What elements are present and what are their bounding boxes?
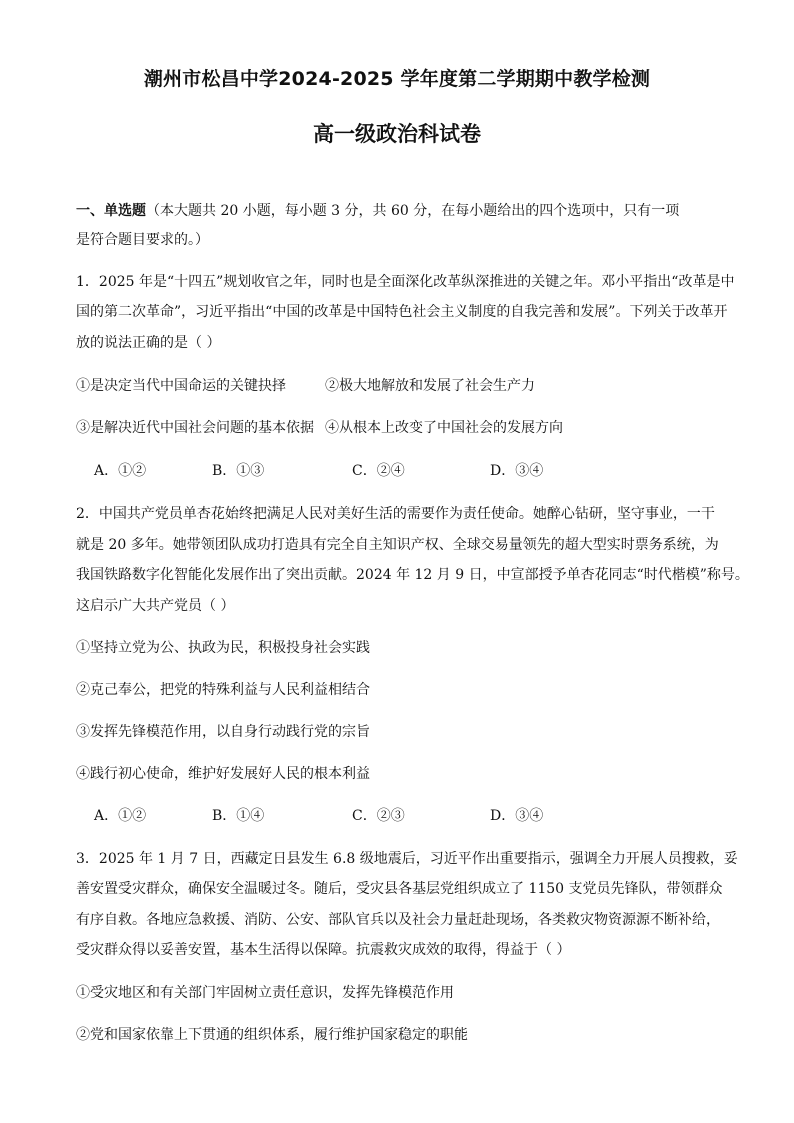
question-2-stem-line: 这启示广大共产党员（ ） [76, 598, 235, 614]
question-2-option-a[interactable]: A．①② [94, 808, 147, 824]
question-1-option-a[interactable]: A．①② [94, 463, 147, 479]
question-2-statement-3: ③发挥先锋模范作用，以自身行动践行党的宗旨 [76, 724, 370, 740]
question-3-statement-2: ②党和国家依靠上下贯通的组织体系，履行维护国家稳定的职能 [76, 1027, 468, 1043]
question-2-option-d[interactable]: D．③④ [490, 808, 544, 824]
question-1-stem-line: 国的第二次革命”，习近平指出“中国的改革是中国特色社会主义制度的自我完善和发展”。下列关于改革开 [76, 304, 728, 320]
question-3-stem-line: 受灾群众得以妥善安置，基本生活得以保障。抗震救灾成效的取得，得益于（ ） [76, 942, 571, 958]
question-3-stem-line: 有序自救。各地应急救援、消防、公安、部队官兵以及社会力量赶赴现场，各类救灾物资源源不断补给， [76, 912, 720, 928]
question-1-statement-4: ④从根本上改变了中国社会的发展方向 [325, 420, 563, 436]
question-3-stem-line: 善安置受灾群众，确保安全温暖过冬。随后，受灾县各基层党组织成立了 1150 支党员先锋队，带领群众 [76, 881, 723, 897]
question-1-statement-1: ①是决定当代中国命运的关键抉择 [76, 378, 286, 394]
exam-title: 潮州市松昌中学2024-2025 学年度第二学期期中教学检测 [143, 68, 651, 90]
section-description: （本大题共 20 小题，每小题 3 分，共 60 分，在每小题给出的四个选项中，只有一项 [146, 203, 680, 219]
question-2-statement-1: ①坚持立党为公、执政为民，积极投身社会实践 [76, 640, 370, 656]
question-3-statement-1: ①受灾地区和有关部门牢固树立责任意识，发挥先锋模范作用 [76, 985, 454, 1001]
question-1-option-c[interactable]: C．②④ [352, 463, 405, 479]
question-1-stem-line: 1．2025 年是“十四五”规划收官之年，同时也是全面深化改革纵深推进的关键之年。邓小平指出“改革是中 [76, 274, 735, 290]
question-2-stem-line: 就是 20 多年。她带领团队成功打造具有完全自主知识产权、全球交易量领先的超大型实时票务系统，为 [76, 537, 719, 553]
section-description-cont: 是符合题目要求的。） [76, 232, 209, 248]
question-2-statement-4: ④践行初心使命，维护好发展好人民的根本利益 [76, 766, 370, 782]
question-2-option-b[interactable]: B．①④ [212, 808, 265, 824]
question-1-option-d[interactable]: D．③④ [490, 463, 544, 479]
section-label: 一、单选题 [76, 203, 146, 219]
question-3-stem-line: 3．2025 年 1 月 7 日，西藏定日县发生 6.8 级地震后，习近平作出重要指示，强调全力开展人员搜救，妥 [76, 851, 738, 867]
question-1-stem-line: 放的说法正确的是（ ） [76, 335, 221, 351]
question-2-stem-line: 2．中国共产党员单杏花始终把满足人民对美好生活的需要作为责任使命。她醉心钻研，坚守事业，一干 [76, 506, 715, 522]
question-2-stem-line: 我国铁路数字化智能化发展作出了突出贡献。2024 年 12 月 9 日，中宣部授予单杏花同志“时代楷模”称号。 [76, 567, 749, 583]
question-1-statement-2: ②极大地解放和发展了社会生产力 [325, 378, 535, 394]
section-header [76, 201, 726, 221]
question-2-option-c[interactable]: C．②③ [352, 808, 405, 824]
question-1-statement-3: ③是解决近代中国社会问题的基本依据 [76, 420, 314, 436]
exam-subtitle: 高一级政治科试卷 [313, 122, 481, 146]
question-2-statement-2: ②克己奉公，把党的特殊利益与人民利益相结合 [76, 682, 370, 698]
question-1-option-b[interactable]: B．①③ [212, 463, 265, 479]
